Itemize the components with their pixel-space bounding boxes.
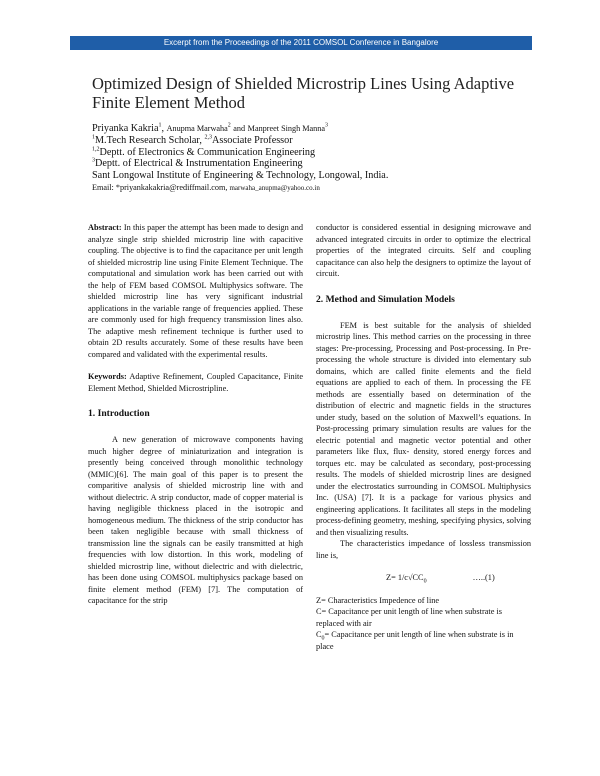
- keywords: [88, 371, 303, 394]
- affiliation-1: [92, 135, 532, 147]
- email-label: Email: *: [92, 182, 120, 192]
- aff2-sup: 1,2: [92, 146, 100, 153]
- method-text-1: FEM is best suitable for the analysis of shielded microstrip lines. This method carries on the processing in three stages: Pre-processing, Processing and Post-processing. In Pre-processing the whole structure is divided into elementary sub domains, which are called finite elements and the field equations are applied to each of them. In processing the FE methods are essentially based on determination of the distribution of electric and magnetic fields in the structures under study, based on the solution of Maxwell’s equations. In Post-processing primary simulation results are values for the electric potential and magnetic vector potential and other parameters like flux, flux- density, stored energy forces and torques etc. may be calculated as secondary, post-processing results. The models of shielded microstrip lines are designed under the electrostatics surrounding in COMSOL Multiphysics Inc. (USA) [7]. It is a package for various physics and engineering applications. It facilitates all steps in the modeling process-defining geometry, meshing, specifying physics, solving and then visualizing results.: [316, 320, 531, 537]
- aff3-sup: 3: [92, 158, 95, 164]
- email-2: marwaha_anupma@yahoo.co.in: [229, 183, 320, 192]
- def3-text: = Capacitance per unit length of line when substrate is in place: [316, 630, 514, 651]
- abstract: [88, 222, 303, 360]
- equation-body: Z= 1/c√CC: [386, 573, 424, 582]
- method-text-2: The characteristics impedance of lossless transmission line is,: [316, 539, 531, 560]
- def3-sub: 0: [321, 635, 325, 642]
- def3-sym: C: [316, 630, 322, 639]
- author-sep: ,: [161, 123, 167, 134]
- aff1b-sup: 2,3: [204, 134, 212, 141]
- affiliation-3: [92, 158, 532, 170]
- author-2: Anupma Marwaha: [166, 124, 228, 133]
- equation-sub: 0: [423, 578, 427, 585]
- abstract-text: In this paper the attempt has been made to design and analyze single strip shielded microstrip line with capacitive coupling. The objective is to find the capacitance per unit length of shielded microstrip line using Finite Element Technique. The computational and simulation work has been carried out with the help of FEM based COMSOL Multiphysics software. The shielded microstrip line has very significant industrial applications in the variable range of frequencies applied. These are commonly used for high frequency transmission lines also. The adaptive mesh refinement technique is further used to obtain 2D results accurately. Some of these results have been compared and validated with the experimental results.: [88, 223, 303, 359]
- email-1: priyankakakria@rediffmail.com,: [119, 182, 228, 192]
- institution: Sant Longowal Institute of Engineering & Technology, Longowal, India.: [92, 170, 389, 182]
- author-block: [92, 123, 532, 195]
- author-1-sup: 1: [158, 122, 162, 129]
- equation-1: [316, 572, 531, 584]
- aff1b-text: Associate Professor: [212, 134, 293, 146]
- definition-c0: [316, 629, 531, 652]
- aff3-text: Deptt. of Electrical & Instrumentation Engineering: [95, 158, 303, 170]
- left-column: [88, 222, 303, 607]
- conference-banner: Excerpt from the Proceedings of the 2011 COMSOL Conference in Bangalore: [70, 36, 532, 50]
- paper-title: Optimized Design of Shielded Microstrip Lines Using Adaptive Finite Element Method: [92, 74, 515, 112]
- keywords-label: Keywords:: [88, 372, 127, 381]
- affiliation-2: [92, 147, 532, 159]
- aff1-text: M.Tech Research Scholar,: [95, 134, 202, 146]
- author-3: Manpreet Singh Manna: [247, 124, 325, 133]
- right-column: [316, 222, 531, 652]
- method-heading: 2. Method and Simulation Models: [316, 293, 455, 305]
- equation-number: …..(1): [472, 573, 495, 582]
- author-3-sup: 3: [324, 122, 328, 129]
- definition-z: Z= Characteristics Impedence of line: [316, 595, 440, 605]
- keywords-text: Adaptive Refinement, Coupled Capacitance, Finite Element Method, Shielded Microstripline.: [88, 372, 303, 393]
- abstract-label: Abstract:: [88, 223, 122, 232]
- author-line: [92, 123, 532, 135]
- definitions: [316, 595, 531, 653]
- email-line: [92, 182, 532, 195]
- intro-text: A new generation of microwave components having much higher degree of miniaturization and integration is presently being conceived through monolithic technology (MMIC)[6]. The main goal of this paper is to present the comparitive analysis of shielded microstrip line with and without dielectric. A strip conductor, made of copper material is having negligible thickness placed in the isotropic and homogeneous medium. The thickness of the strip conductor has been taken negligible because with small thickness of transmission line the signals can be easily transmitted at high frequencies with low distortion. In this work, modeling of shielded microstrip line, without dielectric and with dielectric, has been done using COMSOL multiphysics package based on finite element method (FEM) [7]. The computation of capacitance for the strip: [88, 435, 303, 605]
- author-and: and: [233, 124, 246, 133]
- author-2-sup: 2: [227, 122, 231, 129]
- intro-continued: conductor is considered essential in designing microwave and advanced integrated circuits in order to optimize the electrical properties of the integrated circuits. Self and coupling capacitance can also help the designers to optimize the layout of circuit.: [316, 223, 531, 278]
- author-1: Priyanka Kakria: [92, 123, 159, 134]
- definition-c: C= Capacitance per unit length of line when substrate is replaced with air: [316, 607, 503, 628]
- aff1-sup: 1: [92, 134, 95, 141]
- aff2-text: Deptt. of Electronics & Communication Engineering: [99, 146, 316, 158]
- intro-heading: 1. Introduction: [88, 408, 150, 419]
